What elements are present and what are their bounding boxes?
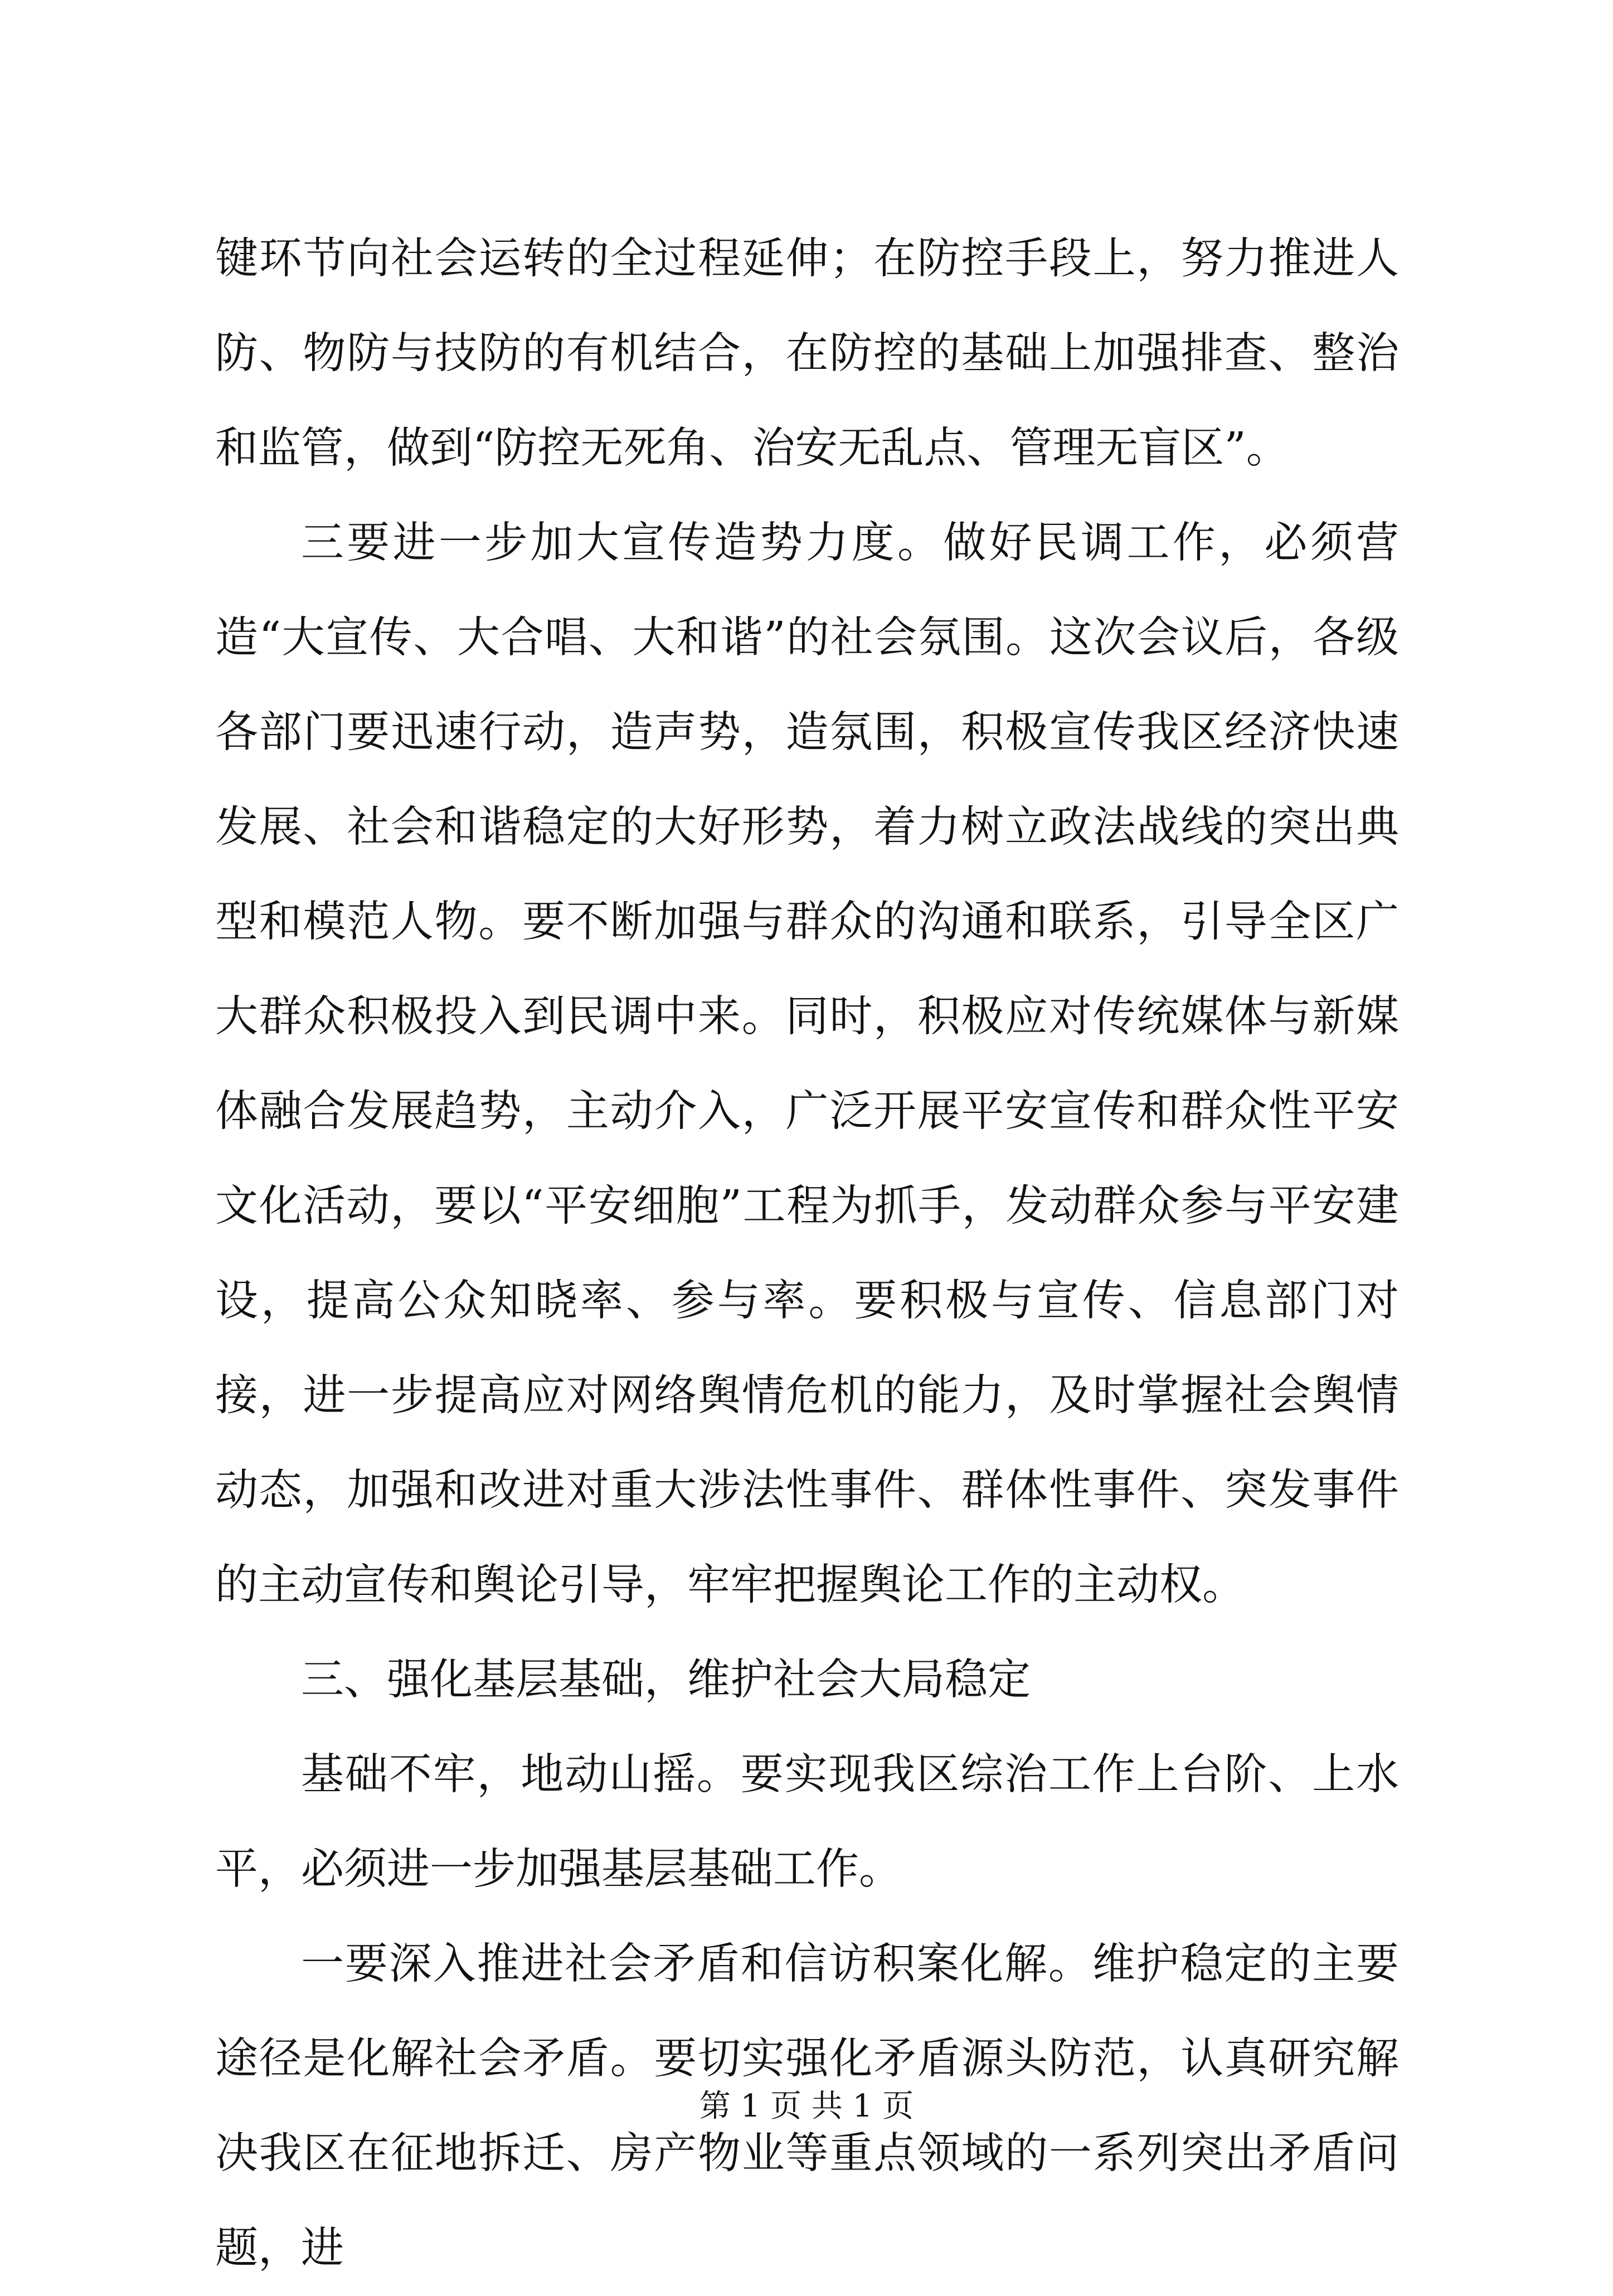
paragraph-publicity: 三要进一步加大宣传造势力度。做好民调工作，必须营造“大宣传、大合唱、大和谐”的社会氛围。这次会议后，各级各部门要迅速行动，造声势，造氛围，积极宣传我区经济快速发展、社会和谐稳定的大好形势，着力树立政法战线的突出典型和模范人物。要不断加强与群众的沟通和联系，引导全区广大群众积极投入到民调中来。同时，积极应对传统媒体与新媒体融合发展趋势，主动介入，广泛开展平安宣传和群众性平安文化活动，要以“平安细胞”工程为抓手，发动群众参与平安建设，提高公众知晓率、参与率。要积极与宣传、信息部门对接，进一步提高应对网络舆情危机的能力，及时掌握社会舆情动态，加强和改进对重大涉法性事件、群体性事件、突发事件的主动宣传和舆论引导，牢牢把握舆论工作的主动权。 (215, 518, 1399, 1610)
page-number-label: 第 1 页 共 1 页 (699, 2088, 914, 2124)
paragraph-conflict-resolution: 一要深入推进社会矛盾和信访积案化解。维护稳定的主要途径是化解社会矛盾。要切实强化矛盾源头防范，认真研究解决我区在征地拆迁、房产物业等重点领域的一系列突出矛盾问题，进 (215, 1939, 1399, 2273)
paragraph-continuation: 键环节向社会运转的全过程延伸；在防控手段上，努力推进人防、物防与技防的有机结合，在防控的基础上加强排查、整治和监管，做到“防控无死角、治安无乱点、管理无盲区”。 (215, 234, 1399, 473)
section-heading: 三、强化基层基础，维护社会大局稳定 (301, 1655, 1031, 1705)
document-body (215, 212, 1399, 2296)
paragraph-foundation: 基础不牢，地动山摇。要实现我区综治工作上台阶、上水平，必须进一步加强基层基础工作。 (215, 1750, 1399, 1894)
page-footer (0, 2084, 1613, 2129)
